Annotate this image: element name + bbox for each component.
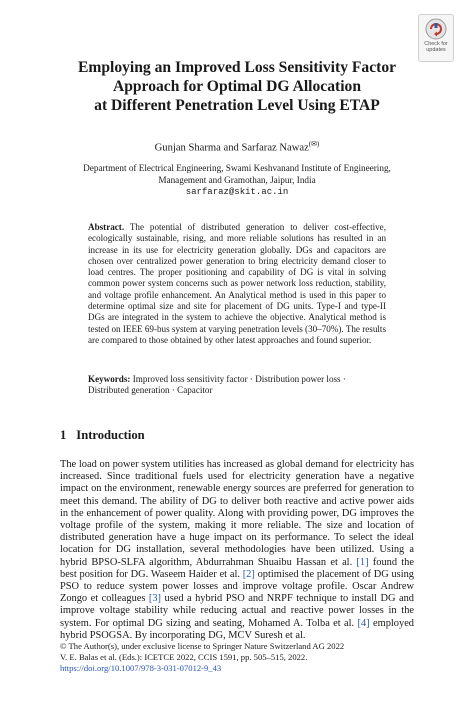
author-names: Gunjan Sharma and Sarfaraz Nawaz — [154, 142, 309, 154]
affiliation-line-1: Department of Electrical Engineering, Swami Keshvanand Institute of Engineering, — [83, 163, 391, 173]
body-text-4: used a hybrid PSO and NRPF technique to install DG and improve voltage stability while reducing actual and reactive power losses in the system. For optimal DG sizing and seating, Mohamed A. Tolba et al. — [60, 593, 414, 629]
affiliation — [60, 162, 414, 198]
title-line-3: at Different Penetration Level Using ETAP — [94, 97, 380, 114]
body-text-5: employed hybrid PSOGSA. By incorporating DG, MCV Suresh et al. — [60, 617, 415, 641]
check-for-updates-badge[interactable] — [418, 14, 454, 62]
author-email[interactable]: sarfaraz@skit.ac.in — [185, 187, 289, 197]
keywords-text: Improved loss sensitivity factor · Distribution power loss · Distributed generation · Capacitor — [88, 374, 346, 396]
abstract-label: Abstract. — [88, 222, 125, 232]
copyright-line: © The Author(s), under exclusive license to Springer Nature Switzerland AG 2022 — [60, 641, 345, 651]
title-line-2: Approach for Optimal DG Allocation — [112, 78, 362, 95]
citation-link-2[interactable]: [2] — [242, 568, 255, 580]
badge-line-2: updates — [426, 47, 446, 53]
body-text-2: found the best position for DG. Waseem Haider et al. — [60, 556, 414, 580]
copyright-footer — [60, 641, 414, 674]
section-number: 1 — [60, 428, 67, 442]
authors — [40, 140, 434, 154]
abstract — [88, 222, 386, 346]
body-text-1: The load on power system utilities has increased as global demand for electricity has increased. Since traditional fuels used for electricity generation have a negative impact on the environment, renewable energy sources are preferred for generation to meet this demand. The ability of DG to deliver both reactive and active power aids in the enhancement of power quality. Along with providing power, DG improves the voltage profile of the system, making it more reliable. The size and location of distributed generation have a huge impact on its performance. To select the ideal location for DG installation, several methodologies have been utilized. Using a hybrid BPSO-SLFA algorithm, Abdurrahman Shuaibu Hassan et al. — [60, 459, 414, 568]
body-text-3: optimised the placement of DG using PSO to reduce system power losses and improve voltage profile. Oscar Andrew Zongo et colleagues — [60, 568, 415, 605]
keywords — [88, 374, 386, 397]
check-for-updates-icon — [425, 18, 447, 40]
citation-link-1[interactable]: [1] — [356, 556, 369, 568]
paper-title — [40, 58, 434, 115]
introduction-paragraph — [60, 459, 414, 642]
citation-link-3[interactable]: [3] — [148, 593, 162, 605]
keywords-label: Keywords: — [88, 374, 131, 384]
doi-link[interactable]: https://doi.org/10.1007/978-3-031-07012-9_43 — [60, 663, 222, 673]
section-heading — [60, 428, 145, 443]
section-title: Introduction — [76, 428, 145, 442]
citation-line: V. E. Balas et al. (Eds.): ICETCE 2022, CCIS 1591, pp. 505–515, 2022. — [60, 652, 308, 662]
citation-link-4[interactable]: [4] — [357, 617, 370, 629]
title-line-1: Employing an Improved Loss Sensitivity Factor — [77, 59, 397, 76]
affiliation-line-2: Management and Gramothan, Jaipur, India — [158, 175, 316, 185]
abstract-text: The potential of distributed generation to deliver cost-effective, ecologically sustainable, rising, and more reliable solutions has resulted in an increase in its use for electricity generation globally. DGs and capacitors are chosen over centralized power generation to bring electricity demand closer to load centres. The proper positioning and capability of DG is vital in solving common power system concerns such as power network loss reduction, stability, and voltage profile enhancement. An Analytical method is used in this paper to determine optimal size and site for placement of DG units. Type-I and type-II DGs are integrated in the system to achieve the objective. Analytical method is tested on IEEE 69-bus system at varying penetration levels (30–70%). The results are compared to those obtained by other latest approaches and found superior. — [88, 222, 386, 345]
badge-line-1: Check for — [424, 41, 448, 47]
email-icon[interactable]: (✉) — [308, 140, 320, 148]
